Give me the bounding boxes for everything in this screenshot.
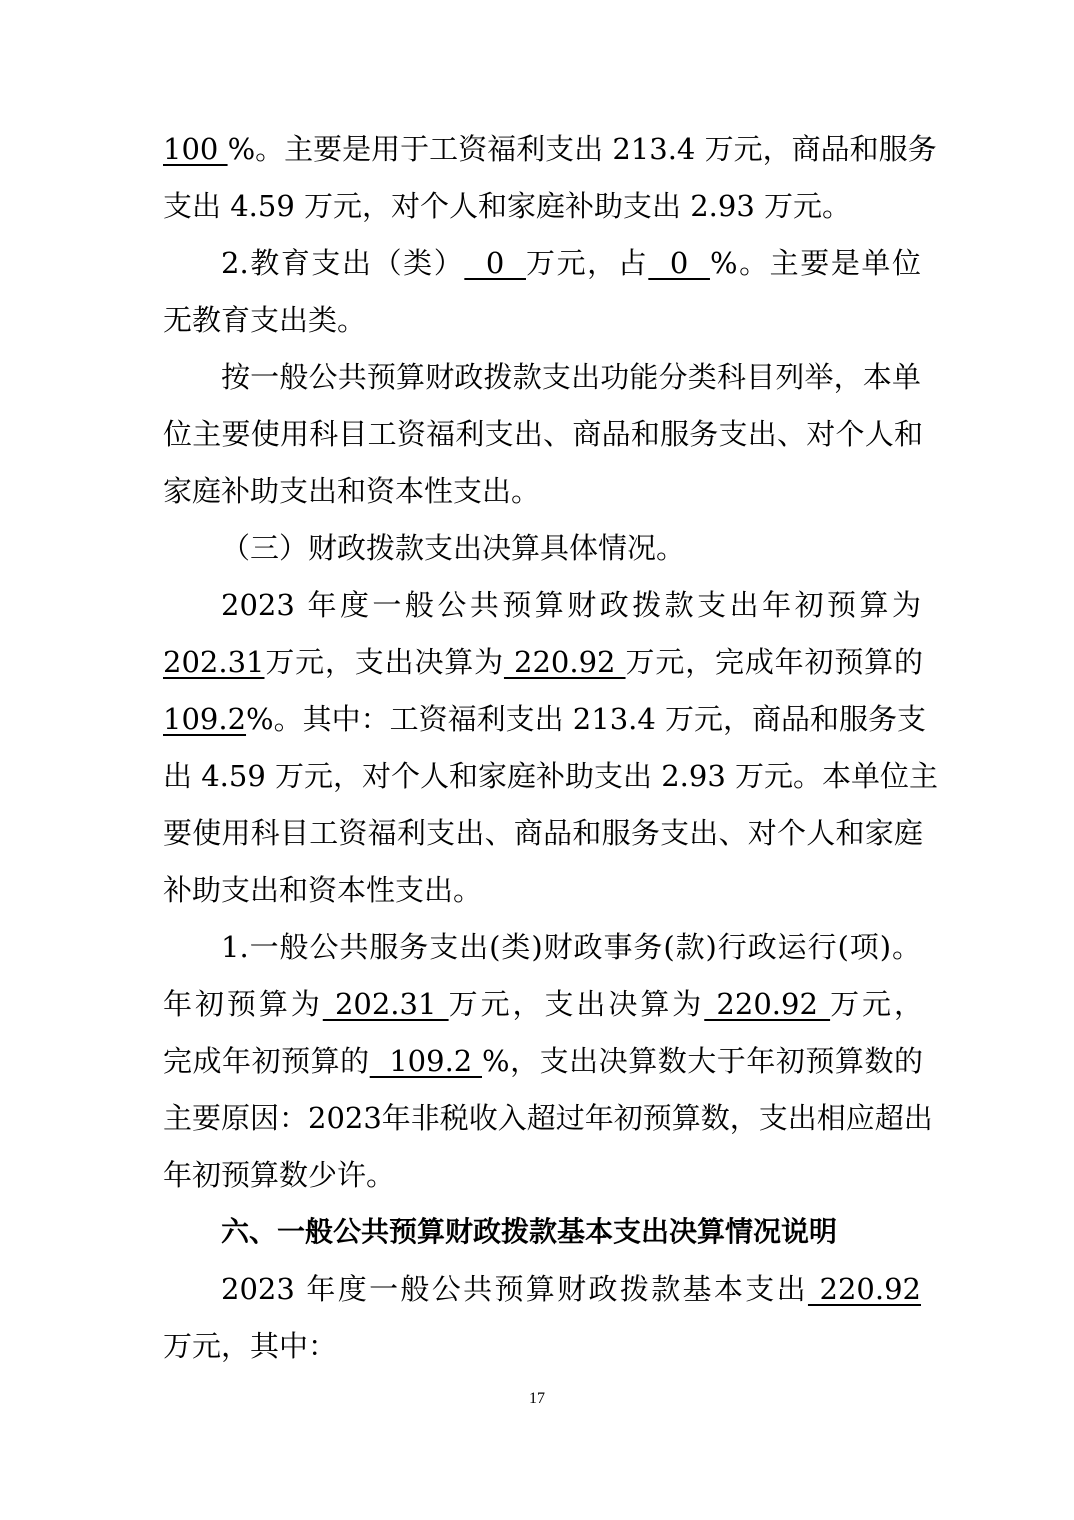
underlined-value: 202.31 [163, 645, 265, 679]
text-line: 2023 年度一般公共预算财政拨款基本支出 220.92 [221, 1272, 921, 1306]
text-line: 支出 4.59 万元，对个人和家庭补助支出 2.93 万元。 [163, 189, 852, 223]
text-line: 202.31万元，支出决算为 220.92 万元，完成年初预算的 [163, 645, 923, 679]
page-number: 17 [529, 1390, 545, 1407]
underlined-value: 220.92 [807, 1272, 921, 1306]
underlined-value: 109.2 [163, 702, 247, 736]
underlined-value: 220.92 [503, 645, 626, 679]
text-line: 家庭补助支出和资本性支出。 [163, 474, 541, 508]
text-line: 补助支出和资本性支出。 [163, 873, 483, 907]
text-line: 位主要使用科目工资福利支出、商品和服务支出、对个人和 [163, 417, 923, 451]
section-heading: 六、一般公共预算财政拨款基本支出决算情况说明 [221, 1215, 838, 1248]
text-line: 2023 年度一般公共预算财政拨款支出年初预算为 [221, 588, 921, 622]
underlined-value: 0 [464, 246, 526, 280]
text-line: 2.教育支出（类） 0 万元，占 0 %。主要是单位 [221, 246, 922, 280]
text-line: 出 4.59 万元，对个人和家庭补助支出 2.93 万元。本单位主 [163, 759, 939, 793]
text-line: 年初预算为 202.31 万元，支出决算为 220.92 万元， [163, 987, 923, 1021]
text-line: 无教育支出类。 [163, 303, 367, 337]
underlined-value: 220.92 [704, 987, 831, 1021]
section-subheading: （三）财政拨款支出决算具体情况。 [221, 531, 686, 565]
underlined-value: 100 [163, 132, 228, 166]
text-line: 要使用科目工资福利支出、商品和服务支出、对个人和家庭 [163, 816, 923, 850]
text-line: 按一般公共预算财政拨款支出功能分类科目列举，本单 [221, 360, 921, 394]
underlined-value: 0 [648, 246, 710, 280]
text-line: 109.2%。其中：工资福利支出 213.4 万元，商品和服务支 [163, 702, 927, 736]
text-line: 1.一般公共服务支出(类)财政事务(款)行政运行(项)。 [221, 930, 921, 964]
text-line: 完成年初预算的 109.2 %，支出决算数大于年初预算数的 [163, 1044, 923, 1078]
text-line: 年初预算数少许。 [163, 1158, 396, 1192]
underlined-value: 202.31 [322, 987, 449, 1021]
underlined-value: 109.2 [369, 1044, 482, 1078]
text-line: 万元，其中： [163, 1329, 338, 1363]
text-line: 主要原因：2023年非税收入超过年初预算数，支出相应超出 [163, 1101, 933, 1135]
text-line: 100 %。主要是用于工资福利支出 213.4 万元，商品和服务 [163, 132, 937, 166]
